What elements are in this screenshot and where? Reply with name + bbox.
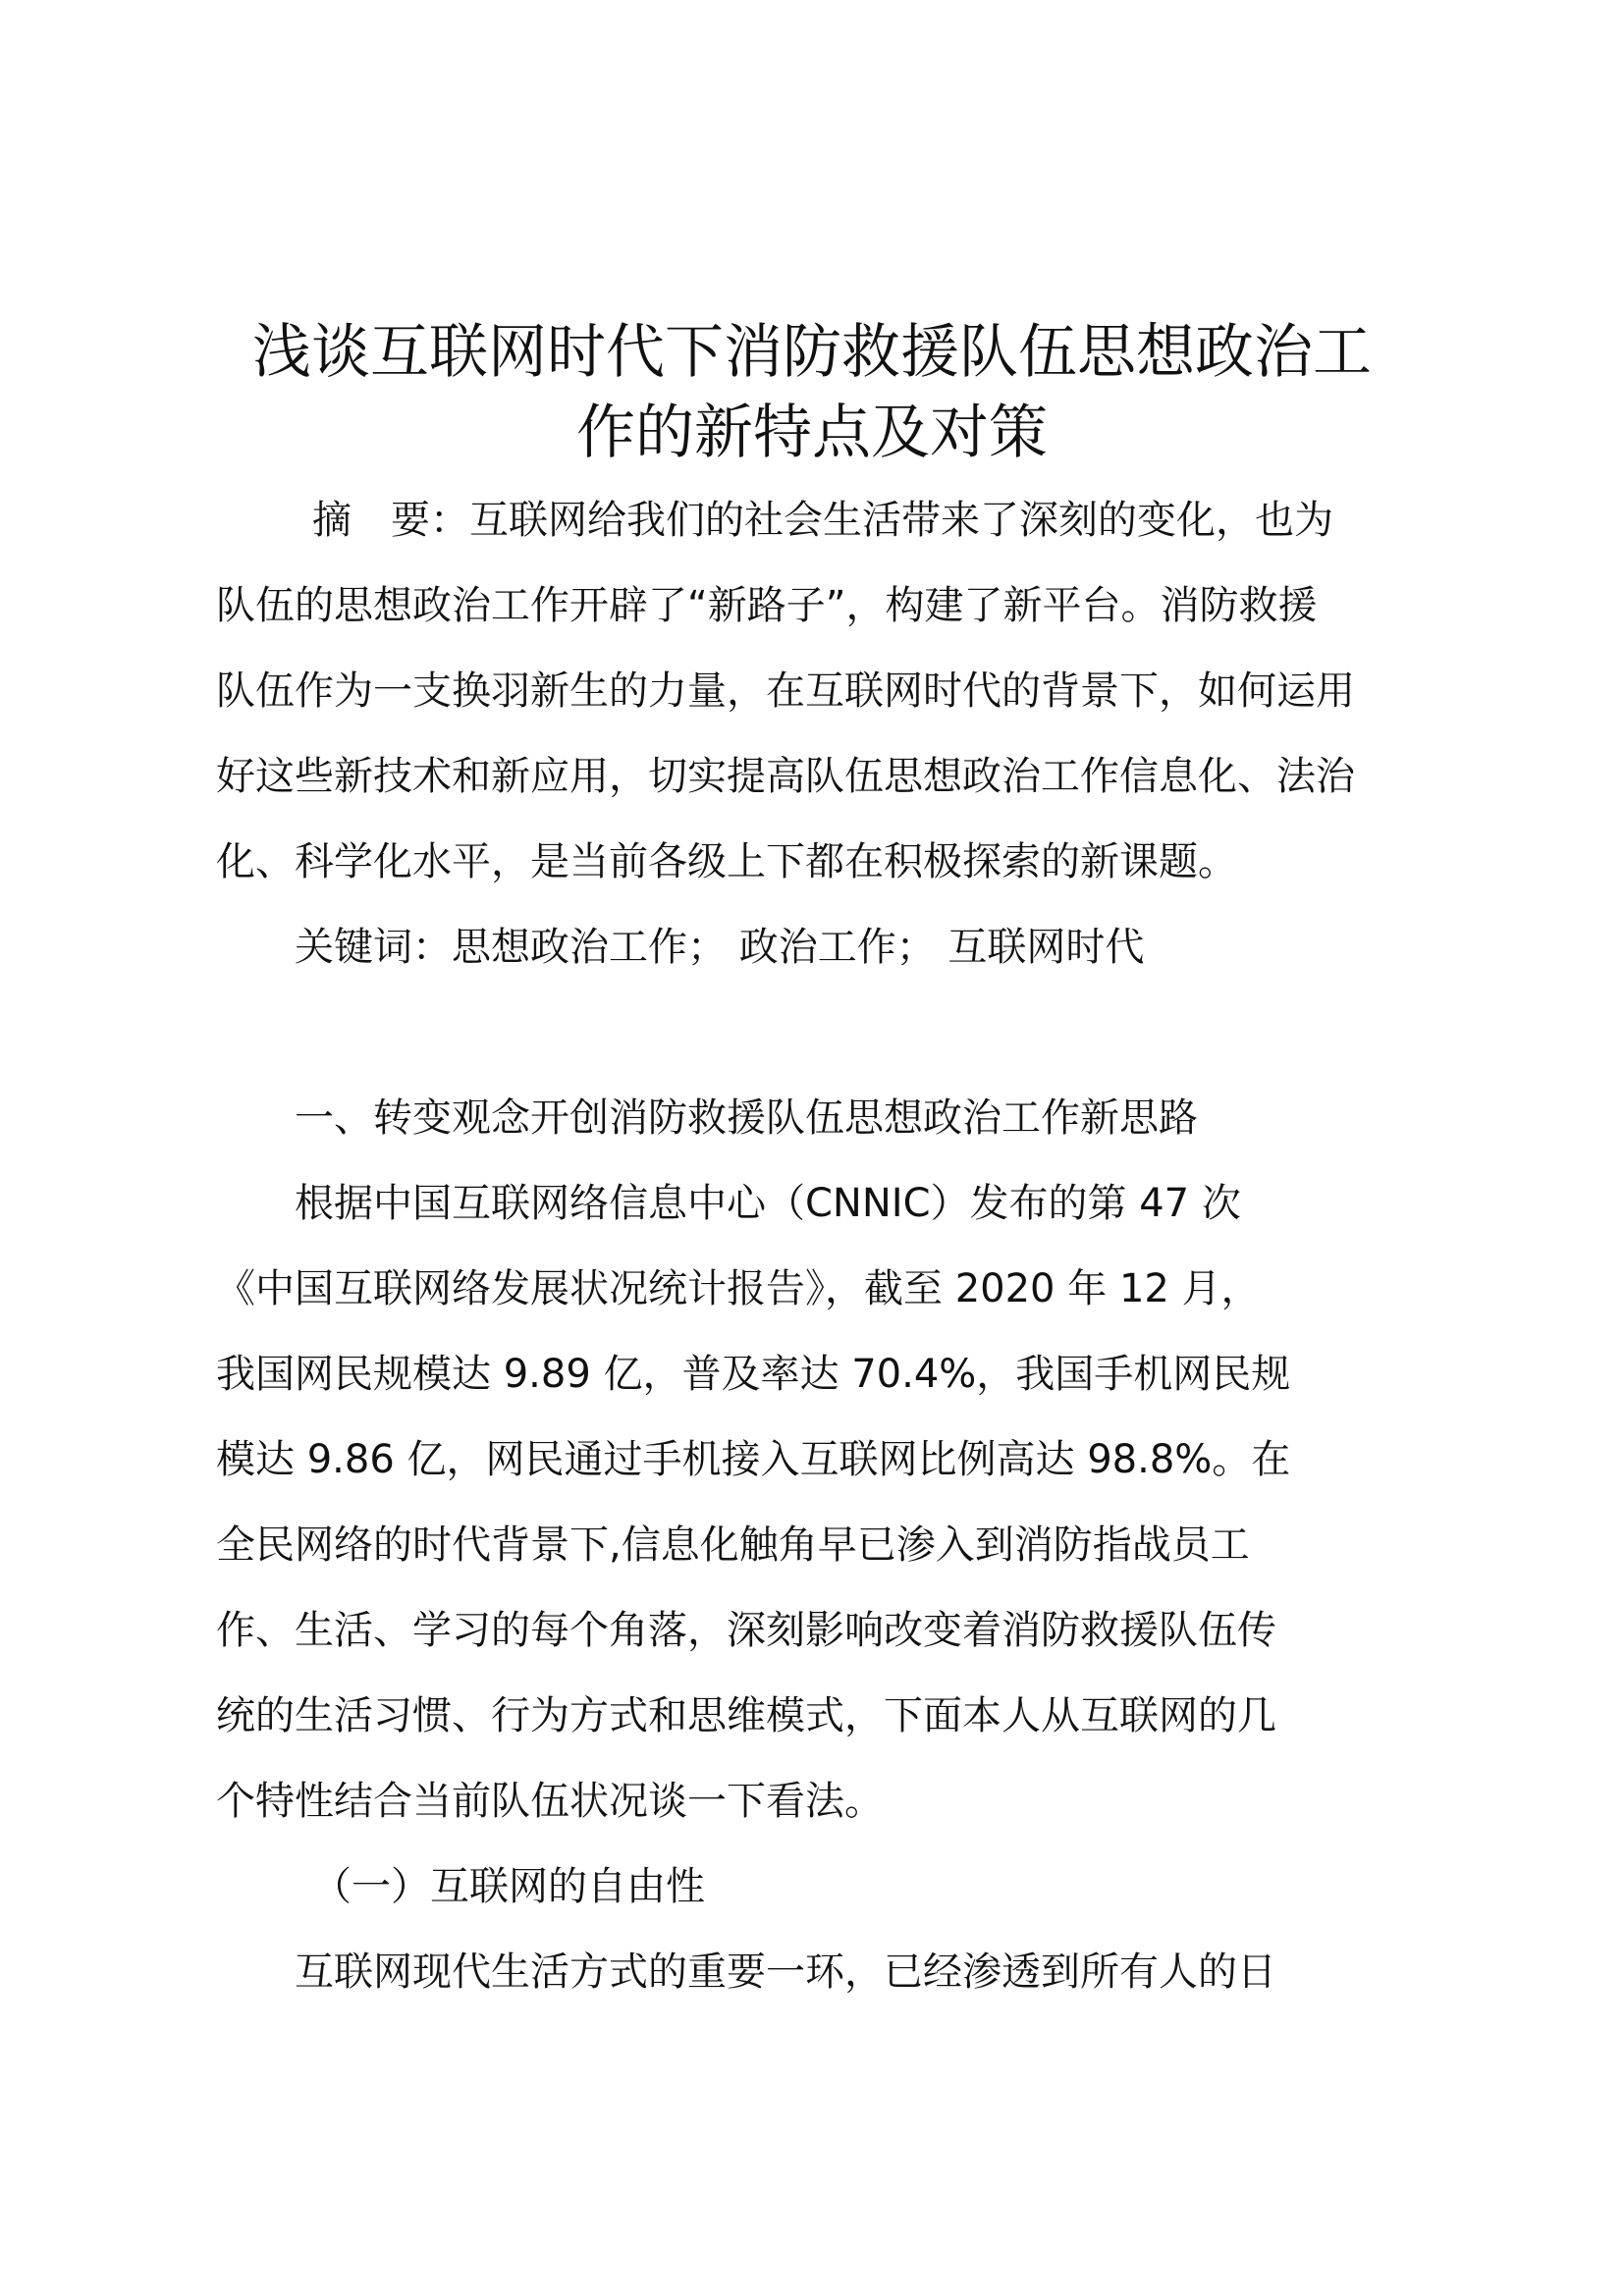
section-1-line-7: 统的生活习惯、行为方式和思维模式，下面本人从互联网的几: [216, 1693, 1276, 1738]
section-1-line-5: 全民网络的时代背景下,信息化触角早已渗入到消防指战员工: [216, 1522, 1250, 1568]
section-1-line-4: 模达 9.86 亿，网民通过手机接入互联网比例高达 98.8%。在: [216, 1437, 1291, 1482]
section-1-line-8: 个特性结合当前队伍状况谈一下看法。: [216, 1779, 884, 1824]
section-1-line-2: 《中国互联网络发展状况统计报告》，截至 2020 年 12 月，: [216, 1266, 1261, 1311]
section-1-line-6: 作、生活、学习的每个角落，深刻影响改变着消防救援队伍传: [216, 1608, 1276, 1653]
section-1-heading: 一、转变观念开创消防救援队伍思想政治工作新思路: [295, 1095, 1198, 1141]
document-title-line-2: 作的新特点及对策: [576, 399, 1048, 467]
abstract-line-2: 队伍的思想政治工作开辟了“新路子”，构建了新平台。消防救援: [216, 583, 1318, 628]
abstract-line-1: 摘 要：互联网给我们的社会生活带来了深刻的变化，也为: [312, 498, 1333, 543]
abstract-line-3: 队伍作为一支换羽新生的力量，在互联网时代的背景下，如何运用: [216, 668, 1355, 714]
document-title-line-1: 浅谈互联网时代下消防救援队伍思想政治工: [252, 318, 1372, 387]
section-1-line-3: 我国网民规模达 9.89 亿，普及率达 70.4%，我国手机网民规: [216, 1352, 1291, 1397]
subsection-1-heading: （一）互联网的自由性: [312, 1864, 705, 1909]
abstract-line-5: 化、科学化水平，是当前各级上下都在积极探索的新课题。: [216, 839, 1237, 884]
keywords-line: 关键词：思想政治工作； 政治工作； 互联网时代: [295, 925, 1145, 970]
section-1-line-1: 根据中国互联网络信息中心（CNNIC）发布的第 47 次: [295, 1181, 1241, 1226]
subsection-1-line-1: 互联网现代生活方式的重要一环，已经渗透到所有人的日: [295, 1949, 1276, 1995]
abstract-line-4: 好这些新技术和新应用，切实提高队伍思想政治工作信息化、法治: [216, 754, 1355, 799]
